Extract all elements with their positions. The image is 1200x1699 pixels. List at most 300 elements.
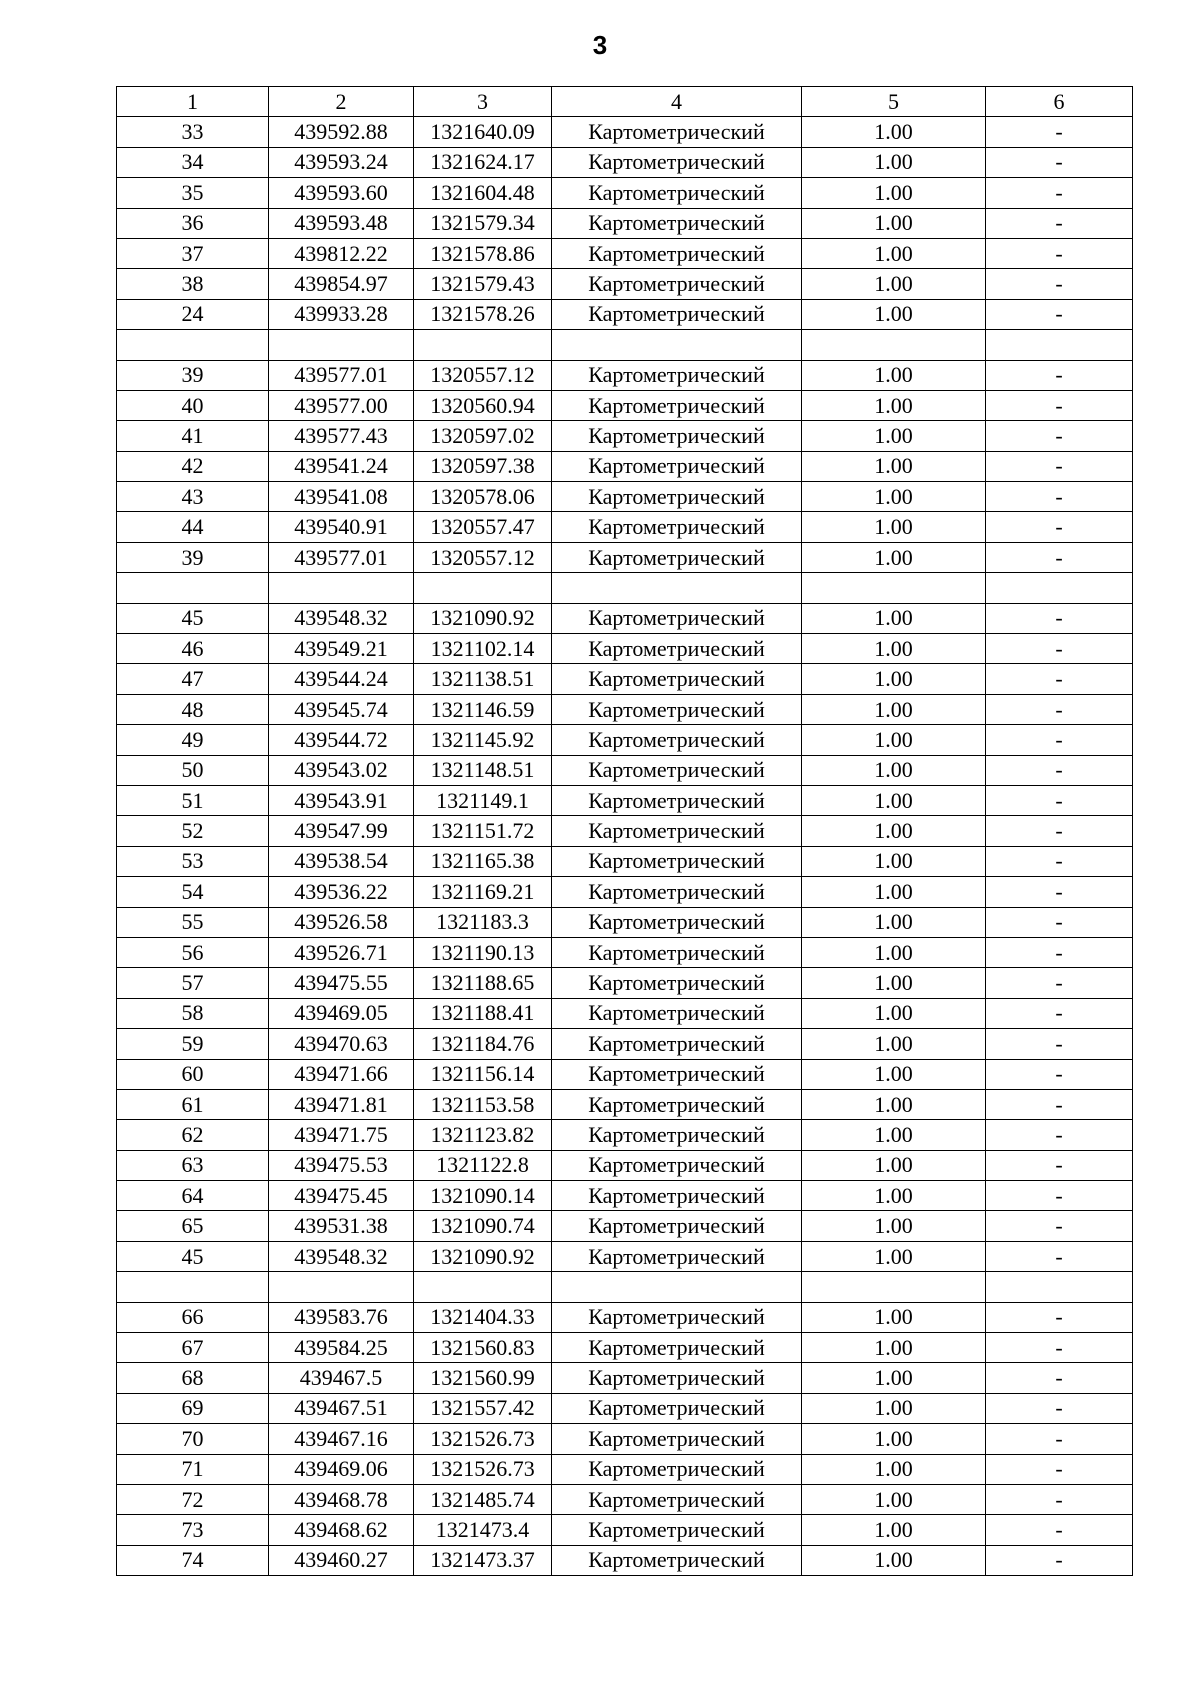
method-cell: Картометрический [552,1333,802,1363]
point-number-cell: 53 [117,846,269,876]
header-cell: 1 [117,87,269,117]
point-number-cell: 62 [117,1120,269,1150]
method-cell: Картометрический [552,360,802,390]
point-number-cell: 70 [117,1424,269,1454]
y-coordinate-cell: 1321526.73 [414,1454,552,1484]
x-coordinate-cell: 439531.38 [269,1211,414,1241]
x-coordinate-cell: 439471.66 [269,1059,414,1089]
x-coordinate-cell: 439549.21 [269,634,414,664]
accuracy-cell: 1.00 [802,451,986,481]
y-coordinate-cell: 1321640.09 [414,117,552,147]
description-cell: - [986,1424,1133,1454]
point-number-cell: 57 [117,968,269,998]
table-row [117,1302,1133,1332]
description-cell: - [986,1545,1133,1575]
description-cell: - [986,1150,1133,1180]
separator-row [117,573,1133,603]
x-coordinate-cell: 439854.97 [269,269,414,299]
method-cell: Картометрический [552,755,802,785]
table-body [117,117,1133,1576]
x-coordinate-cell: 439469.06 [269,1454,414,1484]
x-coordinate-cell: 439577.01 [269,542,414,572]
point-number-cell: 44 [117,512,269,542]
point-number-cell: 40 [117,390,269,420]
x-coordinate-cell: 439577.01 [269,360,414,390]
method-cell: Картометрический [552,542,802,572]
description-cell: - [986,877,1133,907]
accuracy-cell: 1.00 [802,694,986,724]
method-cell: Картометрический [552,1484,802,1514]
y-coordinate-cell: 1321153.58 [414,1089,552,1119]
x-coordinate-cell: 439467.5 [269,1363,414,1393]
table-row [117,482,1133,512]
method-cell: Картометрический [552,1424,802,1454]
point-number-cell: 39 [117,360,269,390]
point-number-cell: 33 [117,117,269,147]
point-number-cell: 42 [117,451,269,481]
y-coordinate-cell: 1321138.51 [414,664,552,694]
x-coordinate-cell: 439577.00 [269,390,414,420]
x-coordinate-cell [269,573,414,603]
table-row [117,1333,1133,1363]
description-cell: - [986,147,1133,177]
accuracy-cell: 1.00 [802,1120,986,1150]
description-cell: - [986,998,1133,1028]
point-number-cell: 39 [117,542,269,572]
description-cell: - [986,1241,1133,1271]
point-number-cell: 37 [117,238,269,268]
method-cell: Картометрический [552,816,802,846]
point-number-cell: 60 [117,1059,269,1089]
description-cell: - [986,482,1133,512]
table-row [117,390,1133,420]
y-coordinate-cell: 1321102.14 [414,634,552,664]
accuracy-cell: 1.00 [802,1363,986,1393]
x-coordinate-cell: 439592.88 [269,117,414,147]
header-cell: 2 [269,87,414,117]
accuracy-cell: 1.00 [802,1515,986,1545]
method-cell: Картометрический [552,482,802,512]
accuracy-cell: 1.00 [802,390,986,420]
table-row [117,1120,1133,1150]
point-number-cell: 74 [117,1545,269,1575]
header-cell: 6 [986,87,1133,117]
x-coordinate-cell: 439540.91 [269,512,414,542]
point-number-cell: 47 [117,664,269,694]
point-number-cell [117,573,269,603]
table-row [117,1454,1133,1484]
x-coordinate-cell: 439538.54 [269,846,414,876]
point-number-cell: 34 [117,147,269,177]
description-cell: - [986,937,1133,967]
y-coordinate-cell: 1320560.94 [414,390,552,420]
point-number-cell: 55 [117,907,269,937]
table-row [117,117,1133,147]
y-coordinate-cell: 1321090.14 [414,1181,552,1211]
method-cell: Картометрический [552,1211,802,1241]
method-cell: Картометрический [552,1181,802,1211]
x-coordinate-cell: 439468.62 [269,1515,414,1545]
accuracy-cell: 1.00 [802,1211,986,1241]
accuracy-cell: 1.00 [802,360,986,390]
method-cell: Картометрический [552,846,802,876]
table-row [117,1211,1133,1241]
description-cell: - [986,1484,1133,1514]
description-cell: - [986,816,1133,846]
table-row [117,542,1133,572]
accuracy-cell: 1.00 [802,877,986,907]
table-row [117,725,1133,755]
accuracy-cell [802,573,986,603]
description-cell: - [986,299,1133,329]
point-number-cell: 41 [117,421,269,451]
x-coordinate-cell: 439526.58 [269,907,414,937]
y-coordinate-cell [414,573,552,603]
x-coordinate-cell [269,330,414,360]
y-coordinate-cell: 1321145.92 [414,725,552,755]
y-coordinate-cell: 1321146.59 [414,694,552,724]
table-row [117,178,1133,208]
page-number: 3 [592,30,608,60]
accuracy-cell [802,330,986,360]
accuracy-cell: 1.00 [802,421,986,451]
table-row [117,1424,1133,1454]
y-coordinate-cell: 1320597.38 [414,451,552,481]
method-cell: Картометрический [552,421,802,451]
description-cell: - [986,664,1133,694]
y-coordinate-cell: 1320557.47 [414,512,552,542]
method-cell [552,330,802,360]
table-row [117,1029,1133,1059]
accuracy-cell: 1.00 [802,117,986,147]
accuracy-cell: 1.00 [802,1059,986,1089]
table-row [117,360,1133,390]
accuracy-cell: 1.00 [802,907,986,937]
y-coordinate-cell: 1321578.86 [414,238,552,268]
table-row [117,755,1133,785]
accuracy-cell: 1.00 [802,1545,986,1575]
method-cell: Картометрический [552,1545,802,1575]
description-cell: - [986,785,1133,815]
y-coordinate-cell: 1321188.41 [414,998,552,1028]
x-coordinate-cell: 439544.24 [269,664,414,694]
accuracy-cell: 1.00 [802,785,986,815]
point-number-cell [117,1272,269,1302]
y-coordinate-cell: 1321169.21 [414,877,552,907]
x-coordinate-cell: 439593.24 [269,147,414,177]
method-cell: Картометрический [552,269,802,299]
header-cell: 5 [802,87,986,117]
description-cell: - [986,1454,1133,1484]
x-coordinate-cell: 439541.24 [269,451,414,481]
description-cell: - [986,755,1133,785]
description-cell: - [986,1515,1133,1545]
method-cell: Картометрический [552,634,802,664]
x-coordinate-cell: 439593.60 [269,178,414,208]
point-number-cell: 69 [117,1393,269,1423]
separator-row [117,1272,1133,1302]
method-cell: Картометрический [552,694,802,724]
accuracy-cell: 1.00 [802,1181,986,1211]
description-cell: - [986,846,1133,876]
description-cell: - [986,117,1133,147]
point-number-cell: 24 [117,299,269,329]
x-coordinate-cell: 439543.02 [269,755,414,785]
description-cell [986,1272,1133,1302]
y-coordinate-cell: 1321560.83 [414,1333,552,1363]
x-coordinate-cell: 439933.28 [269,299,414,329]
accuracy-cell: 1.00 [802,482,986,512]
method-cell: Картометрический [552,907,802,937]
description-cell: - [986,1333,1133,1363]
x-coordinate-cell: 439475.53 [269,1150,414,1180]
table-row [117,147,1133,177]
accuracy-cell: 1.00 [802,998,986,1028]
method-cell: Картометрический [552,937,802,967]
description-cell [986,330,1133,360]
method-cell: Картометрический [552,1029,802,1059]
description-cell: - [986,725,1133,755]
table-row [117,1484,1133,1514]
description-cell: - [986,1059,1133,1089]
y-coordinate-cell: 1320597.02 [414,421,552,451]
table-row [117,846,1133,876]
y-coordinate-cell [414,330,552,360]
x-coordinate-cell: 439467.16 [269,1424,414,1454]
y-coordinate-cell: 1321151.72 [414,816,552,846]
x-coordinate-cell: 439583.76 [269,1302,414,1332]
table-row [117,785,1133,815]
x-coordinate-cell: 439470.63 [269,1029,414,1059]
method-cell: Картометрический [552,390,802,420]
accuracy-cell: 1.00 [802,1333,986,1363]
point-number-cell: 45 [117,603,269,633]
y-coordinate-cell [414,1272,552,1302]
table-row [117,1241,1133,1271]
y-coordinate-cell: 1321404.33 [414,1302,552,1332]
method-cell: Картометрический [552,603,802,633]
table-row [117,208,1133,238]
y-coordinate-cell: 1321190.13 [414,937,552,967]
description-cell: - [986,968,1133,998]
y-coordinate-cell: 1321184.76 [414,1029,552,1059]
method-cell: Картометрический [552,1120,802,1150]
description-cell: - [986,238,1133,268]
point-number-cell: 43 [117,482,269,512]
point-number-cell: 51 [117,785,269,815]
y-coordinate-cell: 1321090.92 [414,1241,552,1271]
x-coordinate-cell: 439475.45 [269,1181,414,1211]
point-number-cell: 36 [117,208,269,238]
y-coordinate-cell: 1321090.74 [414,1211,552,1241]
x-coordinate-cell: 439541.08 [269,482,414,512]
method-cell: Картометрический [552,785,802,815]
description-cell: - [986,451,1133,481]
point-number-cell: 59 [117,1029,269,1059]
method-cell: Картометрический [552,238,802,268]
y-coordinate-cell: 1321560.99 [414,1363,552,1393]
accuracy-cell: 1.00 [802,1393,986,1423]
description-cell: - [986,1393,1133,1423]
accuracy-cell: 1.00 [802,603,986,633]
x-coordinate-cell: 439584.25 [269,1333,414,1363]
table-row [117,603,1133,633]
y-coordinate-cell: 1321183.3 [414,907,552,937]
point-number-cell: 71 [117,1454,269,1484]
x-coordinate-cell: 439471.75 [269,1120,414,1150]
accuracy-cell: 1.00 [802,208,986,238]
table-row [117,421,1133,451]
method-cell: Картометрический [552,178,802,208]
table-row [117,512,1133,542]
accuracy-cell: 1.00 [802,1089,986,1119]
description-cell: - [986,1029,1133,1059]
table-row [117,634,1133,664]
method-cell: Картометрический [552,512,802,542]
table-row [117,299,1133,329]
method-cell: Картометрический [552,117,802,147]
point-number-cell: 49 [117,725,269,755]
table-header [117,87,1133,117]
point-number-cell: 58 [117,998,269,1028]
x-coordinate-cell: 439536.22 [269,877,414,907]
table-row [117,238,1133,268]
accuracy-cell: 1.00 [802,937,986,967]
method-cell: Картометрический [552,998,802,1028]
description-cell: - [986,1089,1133,1119]
point-number-cell [117,330,269,360]
y-coordinate-cell: 1321526.73 [414,1424,552,1454]
point-number-cell: 63 [117,1150,269,1180]
table-row [117,877,1133,907]
x-coordinate-cell: 439475.55 [269,968,414,998]
accuracy-cell: 1.00 [802,1424,986,1454]
x-coordinate-cell: 439460.27 [269,1545,414,1575]
method-cell: Картометрический [552,1515,802,1545]
point-number-cell: 48 [117,694,269,724]
point-number-cell: 38 [117,269,269,299]
description-cell: - [986,512,1133,542]
x-coordinate-cell: 439577.43 [269,421,414,451]
y-coordinate-cell: 1321624.17 [414,147,552,177]
y-coordinate-cell: 1321156.14 [414,1059,552,1089]
description-cell: - [986,390,1133,420]
x-coordinate-cell: 439812.22 [269,238,414,268]
method-cell: Картометрический [552,1363,802,1393]
description-cell: - [986,634,1133,664]
description-cell: - [986,694,1133,724]
accuracy-cell: 1.00 [802,178,986,208]
point-number-cell: 67 [117,1333,269,1363]
description-cell: - [986,360,1133,390]
accuracy-cell: 1.00 [802,1302,986,1332]
y-coordinate-cell: 1321090.92 [414,603,552,633]
table-row [117,998,1133,1028]
description-cell: - [986,1211,1133,1241]
method-cell: Картометрический [552,208,802,238]
method-cell: Картометрический [552,1150,802,1180]
x-coordinate-cell: 439548.32 [269,603,414,633]
description-cell: - [986,1302,1133,1332]
point-number-cell: 65 [117,1211,269,1241]
y-coordinate-cell: 1321604.48 [414,178,552,208]
description-cell: - [986,542,1133,572]
point-number-cell: 45 [117,1241,269,1271]
accuracy-cell: 1.00 [802,542,986,572]
accuracy-cell: 1.00 [802,816,986,846]
x-coordinate-cell: 439548.32 [269,1241,414,1271]
accuracy-cell: 1.00 [802,299,986,329]
point-number-cell: 56 [117,937,269,967]
accuracy-cell: 1.00 [802,269,986,299]
point-number-cell: 68 [117,1363,269,1393]
accuracy-cell: 1.00 [802,1150,986,1180]
point-number-cell: 54 [117,877,269,907]
y-coordinate-cell: 1321122.8 [414,1150,552,1180]
accuracy-cell [802,1272,986,1302]
method-cell: Картометрический [552,1059,802,1089]
point-number-cell: 73 [117,1515,269,1545]
description-cell: - [986,421,1133,451]
accuracy-cell: 1.00 [802,634,986,664]
y-coordinate-cell: 1321473.4 [414,1515,552,1545]
method-cell: Картометрический [552,1302,802,1332]
method-cell: Картометрический [552,877,802,907]
accuracy-cell: 1.00 [802,846,986,876]
accuracy-cell: 1.00 [802,664,986,694]
description-cell: - [986,208,1133,238]
method-cell: Картометрический [552,1089,802,1119]
table-row [117,694,1133,724]
point-number-cell: 35 [117,178,269,208]
table-row [117,1545,1133,1575]
y-coordinate-cell: 1321557.42 [414,1393,552,1423]
description-cell: - [986,178,1133,208]
description-cell: - [986,907,1133,937]
method-cell: Картометрический [552,968,802,998]
x-coordinate-cell: 439468.78 [269,1484,414,1514]
x-coordinate-cell: 439467.51 [269,1393,414,1423]
method-cell: Картометрический [552,1241,802,1271]
x-coordinate-cell: 439593.48 [269,208,414,238]
accuracy-cell: 1.00 [802,725,986,755]
y-coordinate-cell: 1321579.34 [414,208,552,238]
method-cell: Картометрический [552,451,802,481]
description-cell: - [986,1181,1133,1211]
table-row [117,1089,1133,1119]
point-number-cell: 64 [117,1181,269,1211]
point-number-cell: 72 [117,1484,269,1514]
description-cell: - [986,269,1133,299]
y-coordinate-cell: 1321473.37 [414,1545,552,1575]
method-cell: Картометрический [552,299,802,329]
coordinates-table [116,86,1133,1576]
table-row [117,1363,1133,1393]
y-coordinate-cell: 1321188.65 [414,968,552,998]
header-row [117,87,1133,117]
method-cell: Картометрический [552,664,802,694]
separator-row [117,330,1133,360]
x-coordinate-cell [269,1272,414,1302]
accuracy-cell: 1.00 [802,755,986,785]
y-coordinate-cell: 1321123.82 [414,1120,552,1150]
method-cell [552,1272,802,1302]
table-row [117,968,1133,998]
table-row [117,451,1133,481]
x-coordinate-cell: 439547.99 [269,816,414,846]
point-number-cell: 66 [117,1302,269,1332]
description-cell: - [986,1120,1133,1150]
